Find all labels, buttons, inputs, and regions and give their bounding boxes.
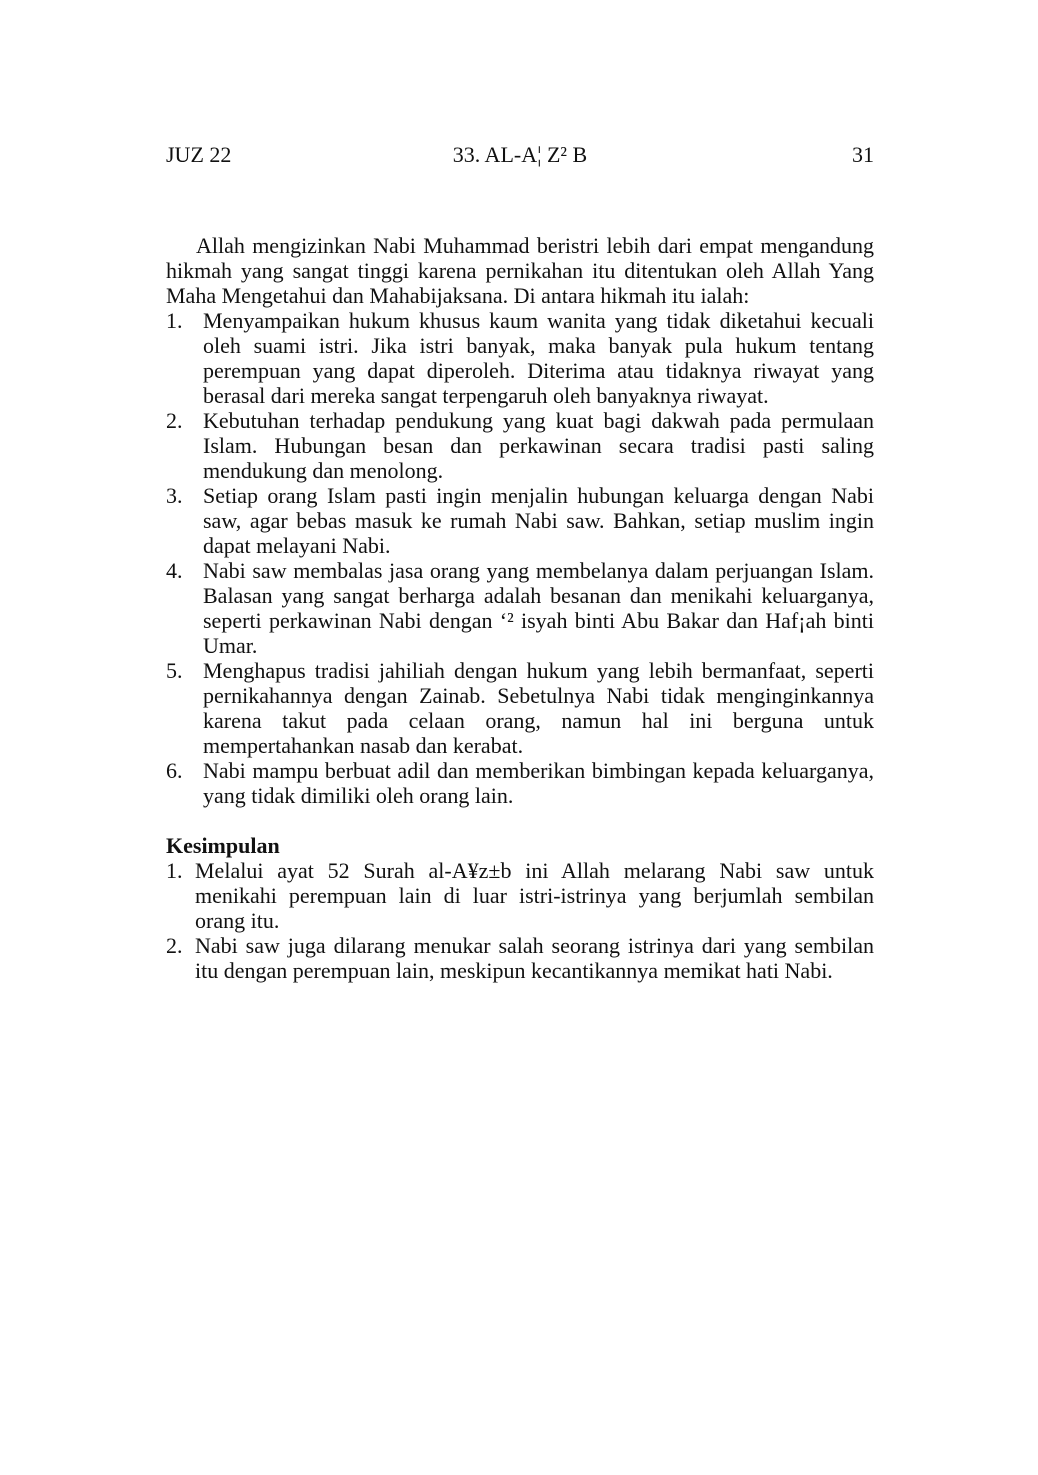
kesimpulan-list: [166, 858, 874, 983]
list-number: 1.: [166, 858, 183, 883]
hikmah-list: [166, 308, 874, 808]
header-juz: JUZ 22: [166, 142, 232, 167]
list-number: 5.: [166, 658, 183, 683]
list-item: [166, 858, 874, 933]
list-number: 6.: [166, 758, 183, 783]
list-number: 4.: [166, 558, 183, 583]
list-item: [166, 933, 874, 983]
list-number: 1.: [166, 308, 183, 333]
page-number: 31: [852, 142, 874, 167]
list-item-text: Menyampaikan hukum khusus kaum wanita yang tidak diketahui kecuali oleh suami istri. Jika istri banyak, maka banyak pula hukum tentang perempuan yang dapat diperoleh. Diterima atau tidaknya riwayat yang berasal dari mereka sangat terpengaruh oleh banyaknya riwayat.: [203, 308, 874, 408]
list-item: [166, 758, 874, 808]
list-item-text: Nabi saw juga dilarang menukar salah seorang istrinya dari yang sembilan itu dengan perempuan lain, meskipun kecantikannya memikat hati Nabi.: [195, 933, 874, 983]
list-item: [166, 408, 874, 483]
list-number: 2.: [166, 408, 183, 433]
list-item-text: Melalui ayat 52 Surah al-A¥z±b ini Allah melarang Nabi saw untuk menikahi perempuan lain di luar istri-istrinya yang berjumlah sembilan orang itu.: [195, 858, 874, 933]
header-surah-title: 33. AL-A¦ Z² B: [452, 142, 588, 167]
running-header: [166, 142, 874, 172]
list-item-text: Setiap orang Islam pasti ingin menjalin hubungan keluarga dengan Nabi saw, agar bebas masuk ke rumah Nabi saw. Bahkan, setiap muslim ingin dapat melayani Nabi.: [203, 483, 874, 558]
body-text: [166, 233, 874, 983]
list-item: [166, 558, 874, 658]
list-number: 3.: [166, 483, 183, 508]
list-item-text: Nabi mampu berbuat adil dan memberikan bimbingan kepada keluarganya, yang tidak dimiliki oleh orang lain.: [203, 758, 874, 808]
list-item: [166, 483, 874, 558]
intro-paragraph: Allah mengizinkan Nabi Muhammad beristri lebih dari empat mengandung hikmah yang sangat tinggi karena pernikahan itu ditentukan oleh Allah Yang Maha Mengetahui dan Mahabijaksana. Di antara hikmah itu ialah:: [166, 233, 874, 308]
list-item-text: Kebutuhan terhadap pendukung yang kuat bagi dakwah pada permulaan Islam. Hubungan besan dan perkawinan secara tradisi pasti saling mendukung dan menolong.: [203, 408, 874, 483]
list-number: 2.: [166, 933, 183, 958]
list-item-text: Nabi saw membalas jasa orang yang membelanya dalam perjuangan Islam. Balasan yang sangat berharga adalah besanan dan menikahi keluarganya, seperti perkawinan Nabi dengan ‘² isyah binti Abu Bakar dan Haf¡ah binti Umar.: [203, 558, 874, 658]
list-item: [166, 308, 874, 408]
list-item: [166, 658, 874, 758]
list-item-text: Menghapus tradisi jahiliah dengan hukum yang lebih bermanfaat, seperti pernikahannya dengan Zainab. Sebetulnya Nabi tidak menginginkannya karena takut pada celaan orang, namun hal ini berguna untuk mempertahankan nasab dan kerabat.: [203, 658, 874, 758]
section-heading-kesimpulan: Kesimpulan: [166, 833, 280, 858]
